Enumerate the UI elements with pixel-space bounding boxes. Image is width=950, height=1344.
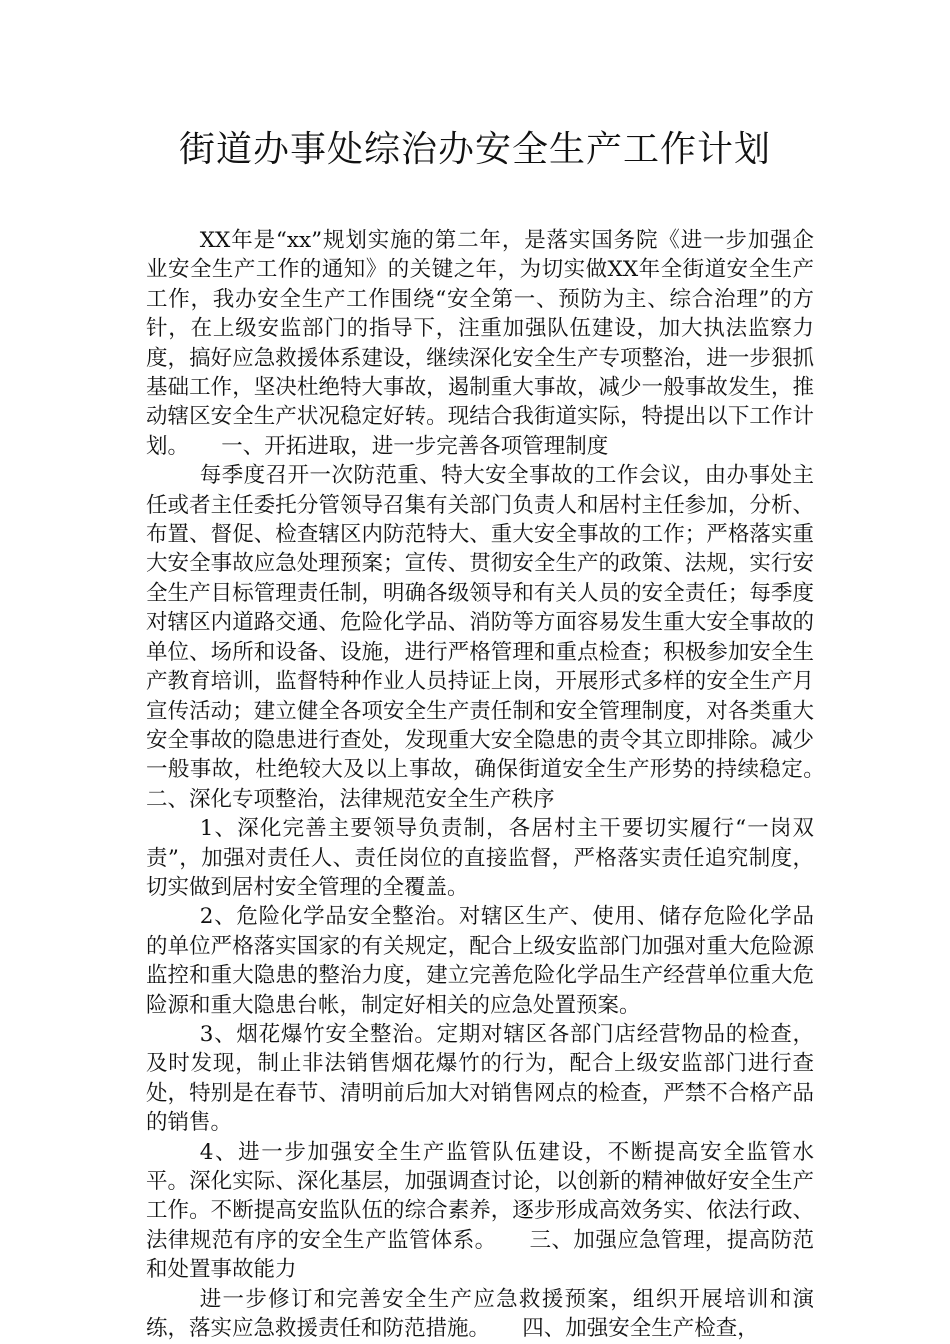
paragraph-item-2: 2、危险化学品安全整治。对辖区生产、使用、储存危险化学品的单位严格落实国家的有关规定，配合上级安监部门加强对重大危险源监控和重大隐患的整治力度，建立完善危险化学品生产经营单位重大危险源和重大隐患台帐，制定好相关的应急处置预案。 xyxy=(146,904,814,1018)
document-title: 街道办事处综治办安全生产工作计划 xyxy=(178,129,771,170)
paragraph-item-4: 4、进一步加强安全生产监管队伍建设，不断提高安全监管水平。深化实际、深化基层，加强调查讨论，以创新的精神做好安全生产工作。不断提高安监队伍的综合素养，逐步形成高效务实、依法行政、法律规范有序的安全生产监管体系。 三、加强应急管理，提高防范和处置事故能力 xyxy=(146,1139,814,1283)
paragraph-emergency: 进一步修订和完善安全生产应急救援预案，组织开展培训和演练，落实应急救援责任和防范措施。 四、加强安全生产检查， xyxy=(146,1286,814,1342)
paragraph-meetings: 每季度召开一次防范重、特大安全事故的工作会议，由办事处主任或者主任委托分管领导召集有关部门负责人和居村主任参加，分析、布置、督促、检查辖区内防范特大、重大安全事故的工作；严格落实重大安全事故应急处理预案；宣传、贯彻安全生产的政策、法规，实行安全生产目标管理责任制，明确各级领导和有关人员的安全责任；每季度对辖区内道路交通、危险化学品、消防等方面容易发生重大安全事故的单位、场所和设备、设施，进行严格管理和重点检查；积极参加安全生产教育培训，监督特种作业人员持证上岗，开展形式多样的安全生产月宣传活动；建立健全各项安全生产责任制和安全管理制度，对各类重大安全事故的隐患进行查处，发现重大安全隐患的责令其立即排除。减少一般事故，杜绝较大及以上事故，确保街道安全生产形势的持续稳定。 二、深化专项整治，法律规范安全生产秩序 xyxy=(146,463,858,812)
paragraph-item-1: 1、深化完善主要领导负责制，各居村主干要切实履行“一岗双责”，加强对责任人、责任岗位的直接监督，严格落实责任追究制度，切实做到居村安全管理的全覆盖。 xyxy=(146,816,814,900)
paragraph-item-3: 3、烟花爆竹安全整治。定期对辖区各部门店经营物品的检查，及时发现，制止非法销售烟花爆竹的行为，配合上级安监部门进行查处，特别是在春节、清明前后加大对销售网点的检查，严禁不合格产品的销售。 xyxy=(146,1021,814,1136)
document-body xyxy=(146,226,858,1343)
paragraph-intro: XX年是“xx”规划实施的第二年，是落实国务院《进一步加强企业安全生产工作的通知》的关键之年，为切实做XX年全街道安全生产工作，我办安全生产工作围绕“安全第一、预防为主、综合治理”的方针，在上级安监部门的指导下，注重加强队伍建设，加大执法监察力度，搞好应急救援体系建设，继续深化安全生产专项整治，进一步狠抓基础工作，坚决杜绝特大事故，遏制重大事故，减少一般事故发生，推动辖区安全生产状况稳定好转。现结合我街道实际，特提出以下工作计划。 一、开拓进取，进一步完善各项管理制度 xyxy=(146,228,814,459)
